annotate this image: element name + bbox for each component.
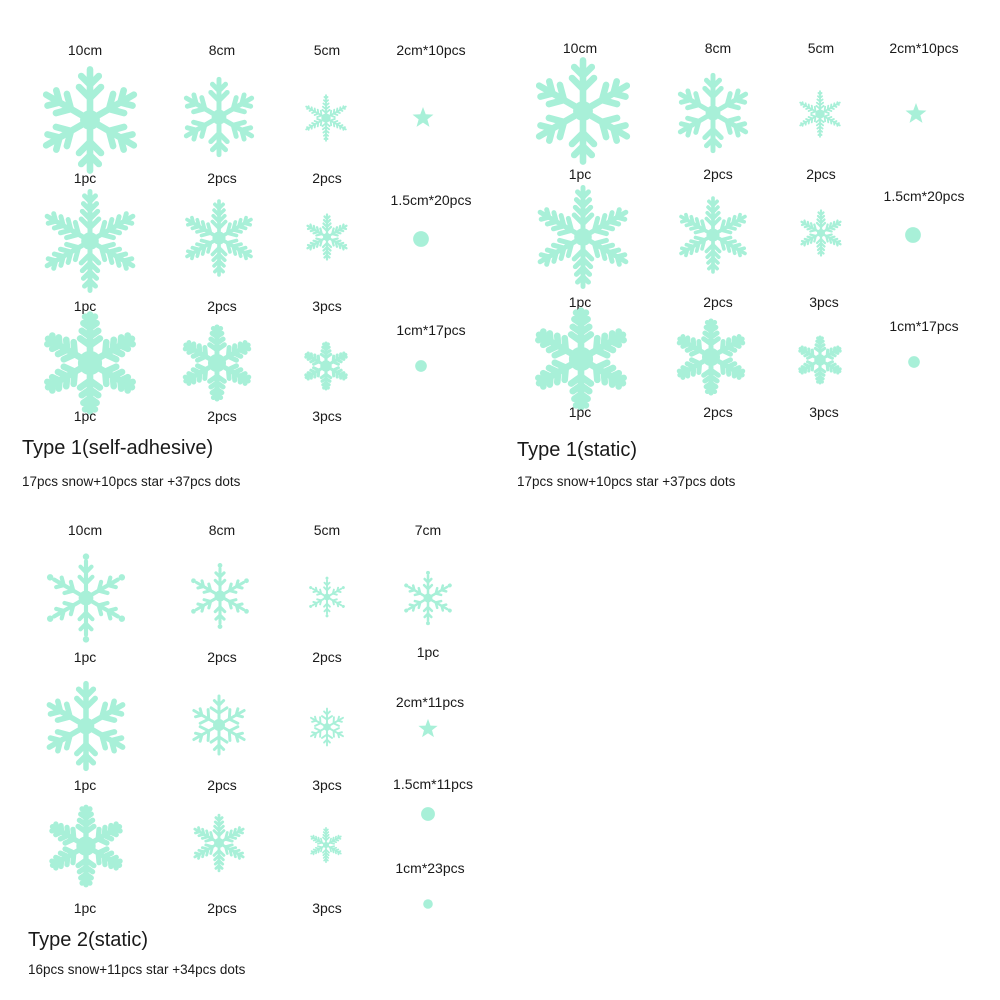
extra-label: 1cm*17pcs [396, 322, 466, 338]
snowflake-icon [35, 308, 145, 418]
snowflake-icon [35, 186, 145, 296]
count-label: 2pcs [207, 298, 237, 314]
count-label: 2pcs [312, 170, 342, 186]
count-label: 1pc [73, 777, 97, 793]
count-label: 3pcs [809, 404, 839, 420]
set-title: Type 1(static) [517, 439, 638, 461]
count-label: 2pcs [806, 166, 836, 182]
set-title: Type 1(self-adhesive) [22, 437, 214, 459]
extra-label: 1.5cm*20pcs [390, 192, 472, 208]
extra-label: 2cm*10pcs [889, 40, 959, 56]
count-label: 3pcs [809, 294, 839, 310]
count-label: 1pc [416, 644, 440, 660]
snowflake-icon [526, 304, 636, 414]
snowflake-icon [794, 334, 846, 386]
snowflake-icon [528, 56, 638, 166]
count-label: 1pc [568, 294, 592, 310]
count-label: 3pcs [312, 298, 342, 314]
extra-label: 1cm*23pcs [395, 860, 465, 876]
size-label: 5cm [313, 522, 341, 538]
dot-icon [414, 359, 428, 373]
count-label: 2pcs [207, 649, 237, 665]
dot-icon [422, 898, 434, 910]
count-label: 3pcs [312, 777, 342, 793]
extra-label: 1.5cm*20pcs [883, 188, 965, 204]
snowflake-icon [307, 826, 345, 864]
count-label: 2pcs [703, 404, 733, 420]
dot-icon [907, 355, 921, 369]
extra-label: 1.5cm*11pcs [393, 776, 473, 792]
snowflake-icon [40, 552, 132, 644]
star-icon [904, 102, 928, 126]
snowflake-icon [670, 316, 752, 398]
count-label: 3pcs [312, 408, 342, 424]
dot-icon [420, 806, 436, 822]
snowflake-icon [794, 88, 846, 140]
set-summary: 16pcs snow+11pcs star +34pcs dots [28, 962, 246, 977]
set-summary: 17pcs snow+10pcs star +37pcs dots [517, 474, 736, 489]
snowflake-icon [306, 706, 348, 748]
count-label: 1pc [568, 404, 592, 420]
snowflake-icon [40, 680, 132, 772]
size-label: 5cm [807, 40, 835, 56]
count-label: 2pcs [207, 408, 237, 424]
count-label: 2pcs [207, 900, 237, 916]
set-summary: 17pcs snow+10pcs star +37pcs dots [22, 474, 241, 489]
snowflake-icon [302, 212, 352, 262]
snowflake-icon [528, 182, 638, 292]
size-label: 8cm [704, 40, 732, 56]
snowflake-icon [178, 76, 260, 158]
snowflake-icon [400, 570, 456, 626]
dot-icon [412, 230, 430, 248]
extra-label: 2cm*11pcs [395, 694, 465, 710]
size-label: 7cm [414, 522, 442, 538]
count-label: 2pcs [207, 170, 237, 186]
snowflake-icon [42, 802, 130, 890]
count-label: 2pcs [207, 777, 237, 793]
extra-label: 2cm*10pcs [396, 42, 466, 58]
snowflake-icon [176, 322, 258, 404]
set-title: Type 2(static) [28, 929, 149, 951]
snowflake-icon [186, 562, 254, 630]
extra-label: 1cm*17pcs [889, 318, 959, 334]
star-icon [411, 106, 435, 130]
dot-icon [904, 226, 922, 244]
snowflake-icon [178, 197, 260, 279]
count-label: 1pc [568, 166, 592, 182]
count-label: 3pcs [312, 900, 342, 916]
snowflake-icon [188, 812, 250, 874]
size-label: 8cm [208, 522, 236, 538]
snowflake-icon [300, 92, 352, 144]
size-label: 10cm [67, 522, 103, 538]
count-label: 2pcs [312, 649, 342, 665]
count-label: 1pc [73, 298, 97, 314]
count-label: 1pc [73, 900, 97, 916]
count-label: 2pcs [703, 166, 733, 182]
snowflake-icon [35, 65, 145, 175]
snowflake-icon [796, 208, 846, 258]
snowflake-icon [306, 576, 348, 618]
size-label: 5cm [313, 42, 341, 58]
count-label: 1pc [73, 649, 97, 665]
count-label: 1pc [73, 408, 97, 424]
snowflake-icon [672, 194, 754, 276]
size-label: 10cm [562, 40, 598, 56]
size-label: 10cm [67, 42, 103, 58]
snowflake-icon [672, 72, 754, 154]
star-icon [417, 718, 439, 740]
size-label: 8cm [208, 42, 236, 58]
count-label: 2pcs [703, 294, 733, 310]
snowflake-icon [300, 340, 352, 392]
snowflake-icon [186, 692, 252, 758]
count-label: 1pc [73, 170, 97, 186]
